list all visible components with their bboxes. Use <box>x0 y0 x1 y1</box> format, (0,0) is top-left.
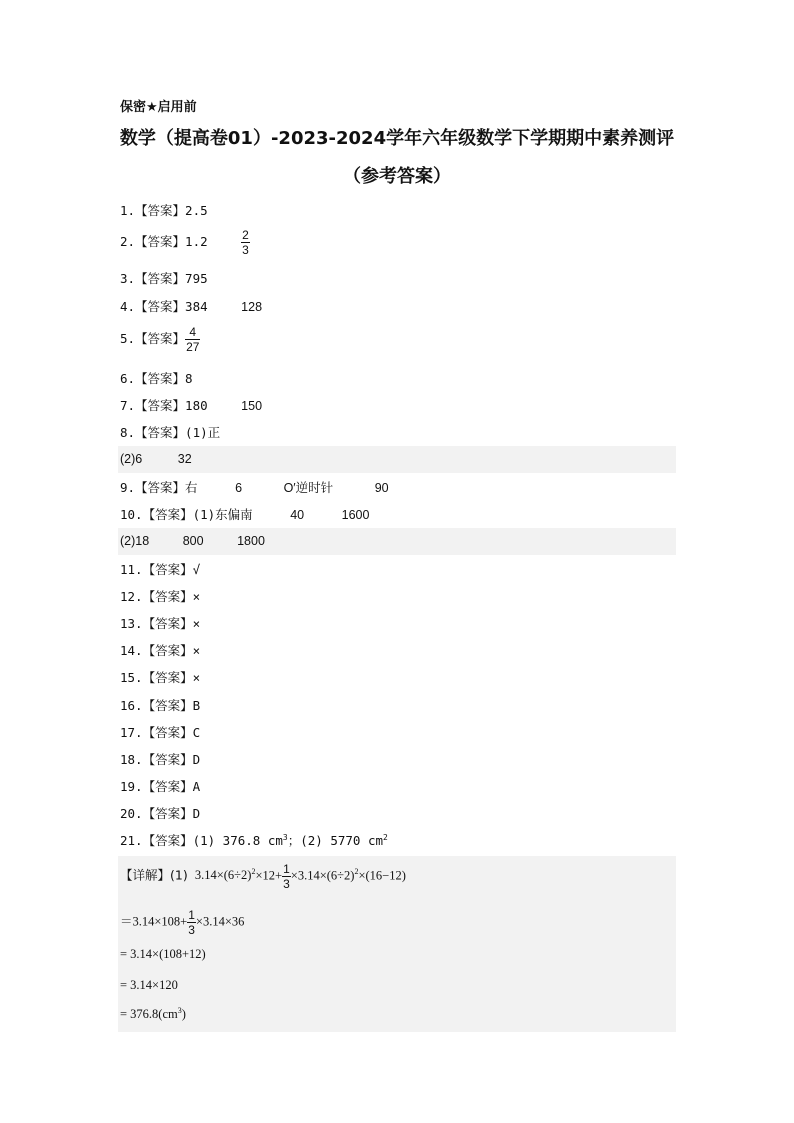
answer-9-text: 9.【答案】右 <box>120 480 198 495</box>
answer-16-text: 16.【答案】B <box>120 698 201 713</box>
detail-line1-a: 3.14×(6÷2) <box>194 868 252 883</box>
answer-19 <box>120 777 200 795</box>
answer-11 <box>120 560 200 578</box>
detail-exponent: 2 <box>251 867 256 877</box>
answer-17 <box>120 723 200 741</box>
answer-12-text: 12.【答案】× <box>120 589 201 604</box>
detail-line5-a: = 376.8(cm <box>120 1007 178 1022</box>
answer-10-value-b: 40 <box>290 508 305 522</box>
answer-6 <box>120 369 193 387</box>
fraction-denominator: 3 <box>188 923 195 937</box>
detail-exponent: 2 <box>354 867 359 877</box>
answer-1-text: 1.【答案】2.5 <box>120 203 208 218</box>
answer-3 <box>120 269 208 287</box>
detail-line1-c: ×3.14×(6÷2) <box>290 868 355 883</box>
answer-18-text: 18.【答案】D <box>120 752 201 767</box>
detail-line2-a: ＝3.14×108+ <box>120 914 188 929</box>
detail-line1-b: ×12+ <box>255 868 283 883</box>
detail-line1-d: ×(16−12) <box>358 868 406 883</box>
answer-9-value-d: 90 <box>374 481 389 495</box>
cm-squared-exponent: 2 <box>383 832 388 842</box>
answer-9-value-b: 6 <box>235 481 243 495</box>
answer-5-fraction <box>185 325 200 354</box>
detail-line4: = 3.14×120 <box>120 978 178 992</box>
answer-4-value-b: 128 <box>241 300 263 314</box>
answer-10-value-c: 1600 <box>341 508 370 522</box>
answer-21-part2: ；(2) 5770 cm <box>287 833 384 848</box>
answer-7-value-b: 150 <box>241 399 263 413</box>
answer-10-part2-b: 800 <box>182 534 204 548</box>
answer-19-text: 19.【答案】A <box>120 779 201 794</box>
detail-line-4 <box>120 978 178 993</box>
page-title: 数学（提高卷01）-2023-2024学年六年级数学下学期期中素养测评 <box>119 128 675 149</box>
fraction-numerator: 1 <box>188 908 195 922</box>
detail-exponent: 3 <box>177 1006 182 1015</box>
answer-15 <box>120 668 200 686</box>
answer-14 <box>120 641 200 659</box>
answer-21 <box>120 831 388 849</box>
answer-14-text: 14.【答案】× <box>120 643 201 658</box>
confidential-label: 保密★启用前 <box>120 100 197 115</box>
answer-4-text: 4.【答案】384 <box>120 299 208 314</box>
shaded-block <box>118 446 676 473</box>
answer-12 <box>120 587 200 605</box>
answer-10 <box>120 505 369 523</box>
answer-16 <box>120 696 200 714</box>
detail-line-2 <box>120 908 244 937</box>
answer-11-text: 11.【答案】√ <box>120 562 201 577</box>
cm-cubed-exponent: 3 <box>282 832 288 842</box>
detail-line-1 <box>120 862 406 891</box>
answer-7 <box>120 396 262 414</box>
answer-8 <box>120 423 220 441</box>
answer-2-fraction <box>241 228 250 257</box>
answer-20 <box>120 804 200 822</box>
answer-8-part-2 <box>120 451 192 466</box>
answer-3-text: 3.【答案】795 <box>120 271 208 286</box>
answer-17-text: 17.【答案】C <box>120 725 201 740</box>
answer-18 <box>120 750 200 768</box>
answer-10-text: 10.【答案】(1)东偏南 <box>120 507 253 522</box>
answer-10-part-2 <box>120 533 265 548</box>
fraction-denominator: 3 <box>242 243 249 257</box>
detail-line5-b: ) <box>181 1007 186 1022</box>
answer-8-part2-b: 32 <box>177 452 192 466</box>
answer-4 <box>120 297 262 315</box>
detail-label: 【详解】(1) <box>120 867 188 883</box>
answer-10-part2-c: 1800 <box>237 534 265 548</box>
answer-15-text: 15.【答案】× <box>120 670 201 685</box>
fraction-denominator: 27 <box>186 340 200 354</box>
answer-9 <box>120 478 389 496</box>
detail-line-5 <box>120 1006 186 1022</box>
detail-fraction <box>187 908 196 937</box>
fraction-denominator: 3 <box>283 877 290 891</box>
page-subtitle: （参考答案） <box>343 166 451 187</box>
detail-line-3 <box>120 947 206 962</box>
answer-6-text: 6.【答案】8 <box>120 371 193 386</box>
answer-8-part2-a: (2)6 <box>120 452 143 466</box>
answer-21-part1: 21.【答案】(1) 376.8 cm <box>120 833 283 848</box>
answer-9-value-c: O′逆时针 <box>283 481 334 495</box>
answer-5 <box>120 325 200 354</box>
fraction-numerator: 2 <box>242 228 249 242</box>
answer-7-text: 7.【答案】180 <box>120 398 208 413</box>
answer-5-text: 5.【答案】 <box>120 331 186 346</box>
detail-line2-b: ×3.14×36 <box>195 914 245 929</box>
answer-2-text: 2.【答案】1.2 <box>120 234 208 249</box>
answer-1 <box>120 201 208 219</box>
detail-fraction <box>282 862 291 891</box>
answer-13-text: 13.【答案】× <box>120 616 201 631</box>
fraction-numerator: 4 <box>189 325 197 339</box>
answer-10-part2-a: (2)18 <box>120 534 150 548</box>
answer-2 <box>120 228 250 257</box>
answer-20-text: 20.【答案】D <box>120 806 201 821</box>
fraction-numerator: 1 <box>283 862 290 876</box>
answer-8-text: 8.【答案】(1)正 <box>120 425 221 440</box>
answer-13 <box>120 614 200 632</box>
detail-line3: = 3.14×(108+12) <box>120 947 206 961</box>
